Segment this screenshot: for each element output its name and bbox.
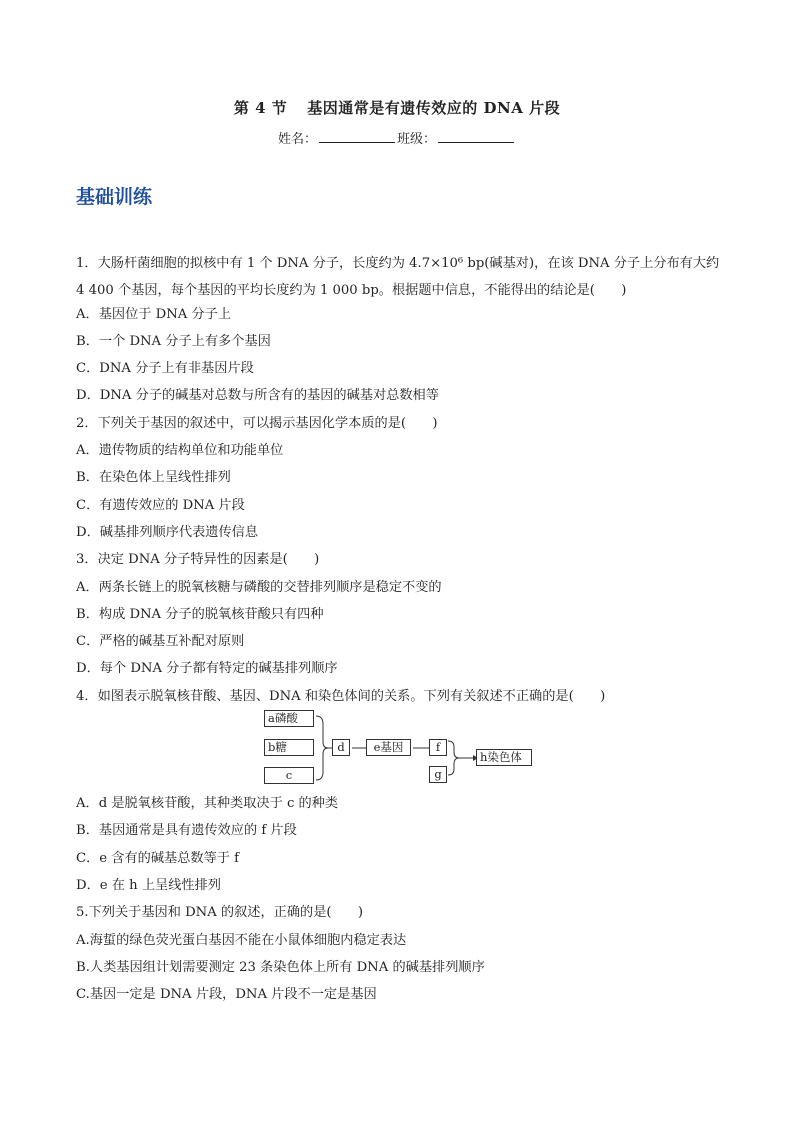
question-2-stem: 2．下列关于基因的叙述中，可以揭示基因化学本质的是( )	[76, 415, 438, 431]
class-blank[interactable]	[438, 130, 514, 143]
name-blank[interactable]	[319, 130, 395, 143]
title-text: 基因通常是有遗传效应的 DNA 片段	[307, 99, 561, 117]
question-4-option-a[interactable]: A．d 是脱氧核苷酸，其种类取决于 c 的种类	[76, 796, 339, 812]
question-1-option-d[interactable]: D．DNA 分子的碱基对总数与所含有的基因的碱基对总数相等	[76, 388, 439, 404]
question-4-option-c[interactable]: C．e 含有的碱基总数等于 f	[76, 850, 240, 866]
question-3-stem: 3．决定 DNA 分子特异性的因素是( )	[76, 552, 320, 568]
box-h-chromosome: h染色体	[476, 749, 532, 766]
section-heading: 基础训练	[76, 186, 153, 208]
box-d: d	[332, 739, 350, 756]
right-brace	[448, 741, 459, 775]
box-e-gene: e基因	[366, 739, 411, 756]
question-list	[76, 250, 726, 1012]
relationship-diagram	[76, 711, 726, 784]
question-1-option-a[interactable]: A．基因位于 DNA 分子上	[76, 306, 232, 322]
question-4-option-d[interactable]: D．e 在 h 上呈线性排列	[76, 877, 221, 893]
page-title	[0, 97, 794, 118]
question-2-option-c[interactable]: C．有遗传效应的 DNA 片段	[76, 497, 245, 513]
question-4-option-b[interactable]: B．基因通常是具有遗传效应的 f 片段	[76, 823, 297, 839]
question-5-option-a[interactable]: A.海蜇的绿色荧光蛋白基因不能在小鼠体细胞内稳定表达	[76, 932, 407, 948]
box-g: g	[429, 766, 447, 783]
left-brace	[316, 716, 328, 780]
question-5-option-b[interactable]: B.人类基因组计划需要测定 23 条染色体上所有 DNA 的碱基排列顺序	[76, 959, 485, 975]
question-1-stem: 1．大肠杆菌细胞的拟核中有 1 个 DNA 分子，长度约为 4.7×10⁶ bp(碱基对)，在该 DNA 分子上分布有大约 4 400 个基因，每个基因的平均长度约为 1 000 bp。根据题中信息，不能得出的结论是( )	[76, 256, 720, 299]
question-3-option-d[interactable]: D．每个 DNA 分子都有特定的碱基排列顺序	[76, 661, 338, 677]
question-1-option-b[interactable]: B．一个 DNA 分子上有多个基因	[76, 333, 271, 349]
question-3-option-a[interactable]: A．两条长链上的脱氧核糖与磷酸的交替排列顺序是稳定不变的	[76, 579, 442, 595]
box-c: c	[264, 767, 314, 784]
name-class-row	[0, 128, 794, 147]
question-1-option-c[interactable]: C．DNA 分子上有非基因片段	[76, 361, 254, 377]
box-b-sugar: b糖	[264, 739, 314, 756]
question-5-option-c[interactable]: C.基因一定是 DNA 片段，DNA 片段不一定是基因	[76, 987, 377, 1003]
question-2-option-b[interactable]: B．在染色体上呈线性排列	[76, 470, 231, 486]
box-f: f	[429, 739, 447, 756]
question-2-option-d[interactable]: D．碱基排列顺序代表遗传信息	[76, 524, 259, 540]
question-4-stem: 4．如图表示脱氧核苷酸、基因、DNA 和染色体间的关系。下列有关叙述不正确的是( )	[76, 688, 606, 704]
question-3-option-b[interactable]: B．构成 DNA 分子的脱氧核苷酸只有四种	[76, 606, 324, 622]
name-label: 姓名：	[277, 132, 317, 147]
question-3-option-c[interactable]: C．严格的碱基互补配对原则	[76, 634, 245, 650]
section-number: 第 4 节	[233, 99, 288, 117]
question-2-option-a[interactable]: A．遗传物质的结构单位和功能单位	[76, 443, 284, 459]
question-5-stem: 5.下列关于基因和 DNA 的叙述，正确的是( )	[76, 905, 364, 921]
class-label: 班级：	[397, 132, 437, 147]
box-a-phosphate: a磷酸	[264, 710, 314, 727]
